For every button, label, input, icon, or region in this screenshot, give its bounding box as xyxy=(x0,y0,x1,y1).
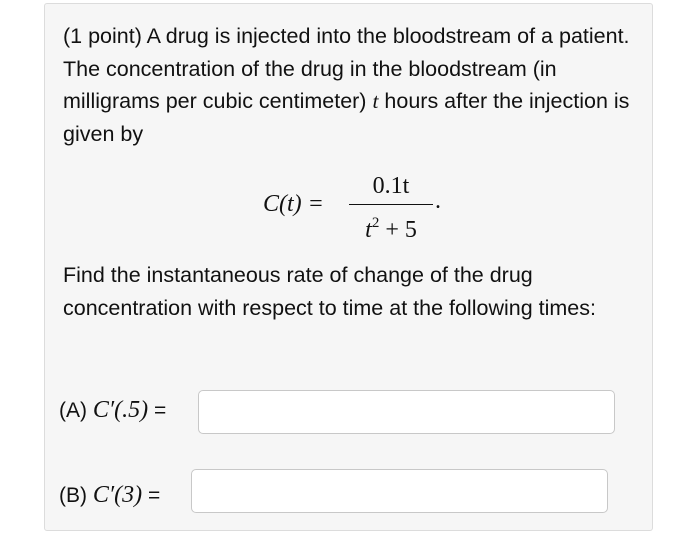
denominator-exponent: 2 xyxy=(371,215,380,231)
concentration-formula xyxy=(263,170,463,250)
fraction-bar xyxy=(349,204,433,205)
part-b-equals: = xyxy=(147,484,161,507)
answer-input-a[interactable] xyxy=(198,390,615,434)
part-a-letter: (A) xyxy=(59,399,87,422)
denominator-base: t xyxy=(365,217,372,243)
variable-t: t xyxy=(372,89,379,114)
denominator-rest: + 5 xyxy=(379,217,417,243)
part-a-label xyxy=(59,397,166,424)
problem-card xyxy=(44,3,653,531)
part-a-equals: = xyxy=(153,399,167,422)
formula-denominator xyxy=(349,207,433,243)
formula-numerator: 0.1t xyxy=(372,173,410,199)
part-b-label xyxy=(59,482,160,509)
part-a-expression: C′(.5) xyxy=(92,397,149,423)
problem-intro-end: hours after the injection is given by xyxy=(63,89,630,146)
formula-fraction xyxy=(349,170,433,243)
problem-statement xyxy=(63,20,643,150)
formula-period: . xyxy=(435,188,441,214)
part-b-expression: C′(3) xyxy=(92,482,143,508)
instruction-text: Find the instantaneous rate of change of the drug concentration with respect to time at the following times: xyxy=(63,263,596,320)
problem-intro: (1 point) A drug is injected into the bloodstream of a patient. The concentration of the drug in the bloodstream (in milligrams per cubic centimeter) xyxy=(63,24,630,114)
answer-input-b[interactable] xyxy=(191,469,608,513)
formula-lhs: C(t) = xyxy=(263,191,324,217)
part-b-letter: (B) xyxy=(59,484,87,507)
